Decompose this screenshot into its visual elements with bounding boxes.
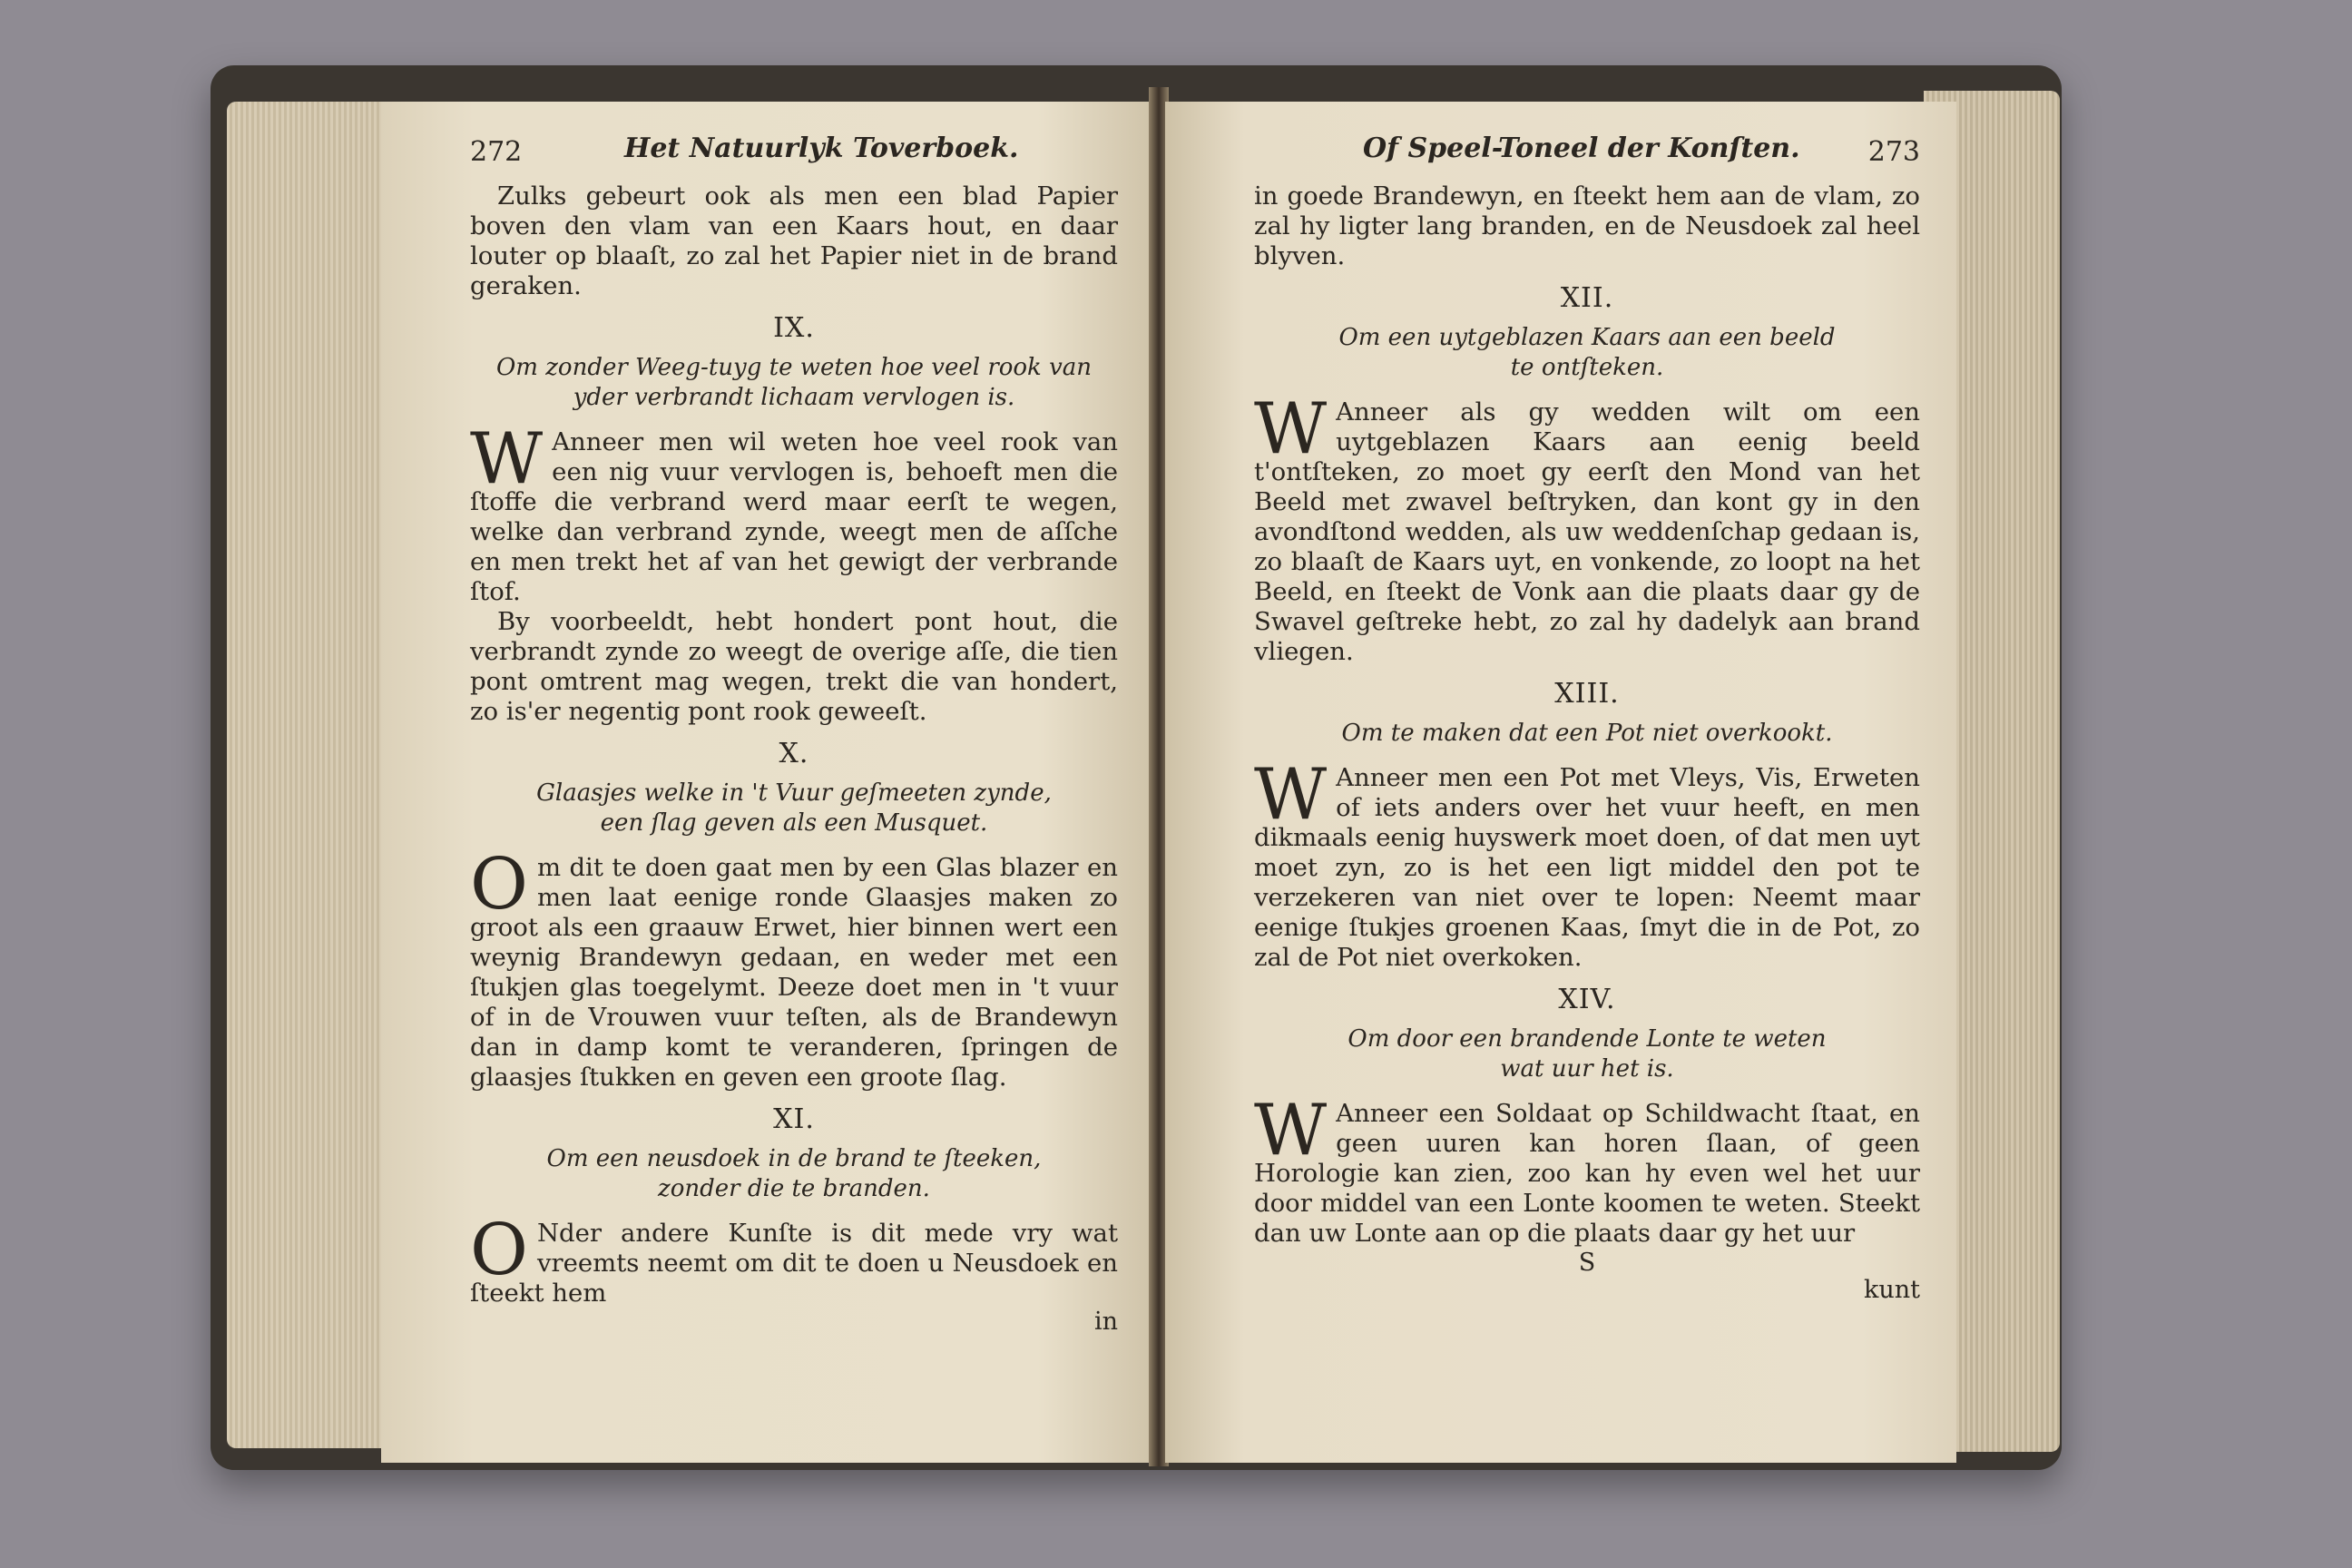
heading-xiv-line2: wat uur het is. [1500, 1055, 1674, 1083]
section-heading-xiii [1254, 719, 1920, 749]
section-body-ix-text: Anneer men wil weten hoe veel rook van een nig vuur vervlogen is, behoeft men die ſtoffe die verbrand werd maar eerſt te wegen, welke dan verbrand zynde, weegt men de aſſche en men trekt het af van het gewigt der verbrande ſtof. [470, 427, 1118, 606]
heading-xiv-line1: Om door een brandende Lonte te weten [1348, 1025, 1827, 1053]
section-number-xiv: XIV. [1558, 984, 1616, 1015]
section-heading-xi [470, 1144, 1118, 1204]
section-body-xiv [1254, 1090, 1920, 1249]
section-body-ix [470, 418, 1118, 607]
left-running-title: Het Natuurlyk Toverboek. [624, 132, 1019, 164]
right-running-head [1254, 132, 1920, 172]
heading-x-line2: een ſlag geven als een Musquet. [600, 809, 988, 837]
section-heading-xiv [1254, 1024, 1920, 1084]
section-body-xiii [1254, 754, 1920, 973]
right-page-number: 273 [1867, 136, 1920, 168]
section-heading-x [470, 779, 1118, 838]
section-heading-xii [1254, 323, 1920, 383]
heading-xi-line1: Om een neusdoek in de brand te ſteeken, [546, 1145, 1042, 1172]
section-number-xi: XI. [773, 1103, 815, 1135]
section-number-xiii: XIII. [1554, 678, 1620, 710]
signature-mark: S [1578, 1249, 1596, 1277]
right-catchword: kunt [1864, 1276, 1920, 1304]
right-page [1165, 102, 1956, 1463]
right-running-title: Of Speel-Toneel der Konſten. [1363, 132, 1800, 164]
section-body-xii [1254, 388, 1920, 667]
heading-ix-line2: yder verbrandt lichaam vervlogen is. [573, 384, 1015, 411]
right-page-content [1254, 181, 1920, 1304]
left-page-number: 272 [470, 136, 523, 168]
drop-cap-xi: O [470, 1210, 528, 1291]
drop-cap-ix: W [470, 418, 544, 500]
heading-xii-line2: te ontſteken. [1510, 354, 1664, 381]
heading-x-line1: Glaasjes welke in 't Vuur geſmeeten zynde, [536, 779, 1052, 807]
section-number-ix: IX. [773, 312, 815, 344]
left-catchword: in [1093, 1308, 1118, 1336]
section-body-ix-part2: By voorbeeldt, hebt hondert pont hout, die verbrandt zynde zo weegt de overige aſſe, die tien pont omtrent mag wegen, trekt die van hondert, zo is'er negentig pont rook geweeſt. [470, 607, 1118, 726]
heading-xiii-line1: Om te maken dat een Pot niet overkookt. [1341, 720, 1833, 747]
drop-cap-xii: W [1254, 388, 1328, 470]
section-body-xi [470, 1210, 1118, 1308]
drop-cap-xiii: W [1254, 754, 1328, 836]
right-intro-paragraph: in goede Brandewyn, en ſteekt hem aan de vlam, zo zal hy ligter lang branden, en de Neusdoek zal heel blyven. [1254, 181, 1920, 270]
section-body-xiii-text: Anneer men een Pot met Vleys, Vis, Erweten of iets anders over het vuur heeft, en men dikmaals eenig huyswerk moet doen, of dat men uyt moet zyn, zo is het een ligt middel den pot te verzekeren van niet over te lopen: Neemt maar eenige ſtukjes groenen Kaas, ſmyt die in de Pot, zo zal de Pot niet overkoken. [1254, 763, 1920, 972]
left-running-head [470, 132, 1118, 172]
left-page-edges [227, 102, 399, 1448]
left-intro-paragraph: Zulks gebeurt ook als men een blad Papier boven den vlam van een Kaars hout, en daar louter op blaaſt, zo zal het Papier niet in de brand geraken. [470, 181, 1118, 300]
heading-xi-line2: zonder die te branden. [658, 1175, 930, 1202]
heading-ix-line1: Om zonder Weeg-tuyg te weten hoe veel rook van [495, 354, 1093, 381]
drop-cap-xiv: W [1254, 1090, 1328, 1171]
section-body-x [470, 844, 1118, 1093]
section-body-xii-text: Anneer als gy wedden wilt om een uytgeblazen Kaars aan eenig beeld t'ontſteken, zo moet gy eerſt den Mond van het Beeld met zwavel beſtryken, dan kont gy in den avondſtond wedden, als uw weddenſchap gedaan is, zo blaaſt de Kaars uyt, en vonkende, zo loopt na het Beeld, en ſteekt de Vonk aan die plaats daar gy de Swavel geſtreke hebt, zo zal hy dadelyk aan brand vliegen. [1254, 397, 1920, 666]
section-body-x-text: m dit te doen gaat men by een Glas blazer en men laat eenige ronde Glaasjes maken zo groot als een graauw Erwet, hier binnen wert een weynig Brandewyn gedaan, en weder met een ſtukjen glas toegelymt. Deeze doet men in 't vuur of in de Vrouwen vuur teſten, als de Brandewyn dan in damp komt te veranderen, ſpringen de glaasjes ſtukken en geven een groote ſlag. [470, 853, 1118, 1092]
section-body-xi-text: Nder andere Kunſte is dit mede vry wat vreemts neemt om dit te doen u Neusdoek en ſteekt hem [470, 1219, 1118, 1308]
drop-cap-x: O [470, 844, 528, 926]
section-number-x: X. [779, 738, 809, 769]
section-heading-ix [470, 353, 1118, 413]
section-number-xii: XII. [1560, 282, 1614, 314]
left-page [381, 102, 1154, 1463]
section-body-xiv-text: Anneer een Soldaat op Schildwacht ſtaat, en geen uuren kan horen ſlaan, of geen Horologie kan zien, zoo kan hy even wel het uur door middel van een Lonte koomen te weten. Steekt dan uw Lonte aan op die plaats daar gy het uur [1254, 1099, 1920, 1248]
left-page-content [470, 181, 1118, 1336]
heading-xii-line1: Om een uytgeblazen Kaars aan een beeld [1338, 324, 1836, 351]
